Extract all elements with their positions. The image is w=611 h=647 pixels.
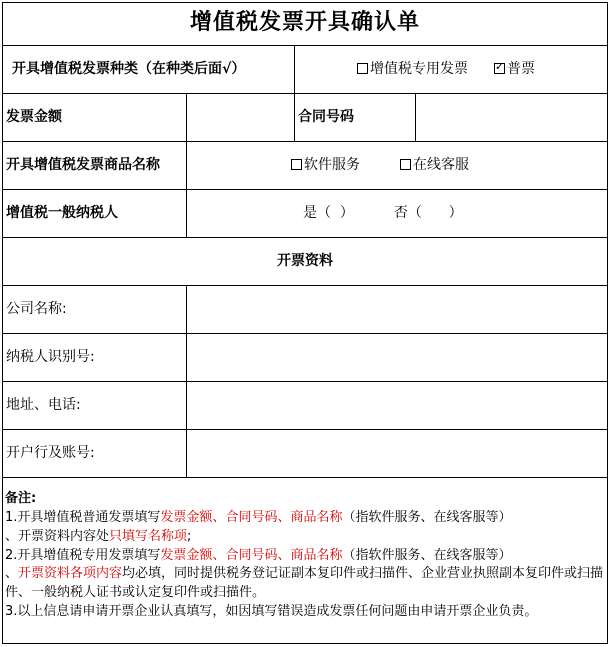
option-ordinary-invoice[interactable]: ✓ 普票 xyxy=(494,61,535,78)
taxpayer-no-option[interactable]: 否（ ） xyxy=(393,205,463,222)
billing-info-heading: 开票资料 xyxy=(277,253,333,270)
invoice-amount-field[interactable] xyxy=(187,94,294,141)
contract-number-label: 合同号码 xyxy=(298,109,354,126)
bank-account-label: 开户行及账号: xyxy=(6,445,95,462)
notes-section xyxy=(5,490,605,622)
note-3: 3.以上信息请申请开票企业认真填写，如因填写错误造成发票任何问题由申请开票企业负责。 xyxy=(5,604,538,620)
divider xyxy=(294,45,295,93)
address-phone-label: 地址、电话: xyxy=(6,397,81,414)
company-name-field[interactable] xyxy=(187,286,607,333)
divider xyxy=(294,93,295,141)
note-2: 2.开具增值税专用发票填写发票金额、合同号码、商品名称（指软件服务、在线客服等） 、开票资料各项内容均必填，同时提供税务登记证副本复印件或扫描件、企业营业执照副本复印件或扫描件、一般纳税人证书或认定复印件或扫描件。 xyxy=(5,547,604,601)
address-phone-field[interactable] xyxy=(187,382,607,429)
checkbox-icon[interactable] xyxy=(291,159,302,170)
general-taxpayer-options xyxy=(303,190,603,237)
notes-heading: 备注: xyxy=(5,491,37,506)
option-special-invoice[interactable]: 增值税专用发票 xyxy=(357,61,468,78)
option-software-service[interactable]: 软件服务 xyxy=(291,157,360,174)
contract-number-field[interactable] xyxy=(416,94,607,141)
divider xyxy=(2,477,608,478)
invoice-type-label: 开具增值税发票种类（在种类后面√） xyxy=(12,61,246,78)
product-options xyxy=(291,142,591,189)
taxpayer-id-field[interactable] xyxy=(187,334,607,381)
note-1: 1.开具增值税普通发票填写发票金额、合同号码、商品名称（指软件服务、在线客服等） 、开票资料内容处只填写名称项; xyxy=(5,509,512,544)
taxpayer-yes-option[interactable]: 是（ ） xyxy=(303,205,354,222)
invoice-amount-label: 发票金额 xyxy=(6,109,62,126)
taxpayer-id-label: 纳税人识别号: xyxy=(6,349,95,366)
checkbox-icon[interactable] xyxy=(400,159,411,170)
checked-checkbox-icon[interactable] xyxy=(494,63,505,74)
bank-account-field[interactable] xyxy=(187,430,607,477)
general-taxpayer-label: 增值税一般纳税人 xyxy=(6,205,118,222)
product-name-label: 开具增值税发票商品名称 xyxy=(6,157,160,174)
checkbox-icon[interactable] xyxy=(357,63,368,74)
page-title: 增值税发票开具确认单 xyxy=(189,10,420,36)
invoice-type-options xyxy=(357,46,607,93)
option-online-support[interactable]: 在线客服 xyxy=(400,157,469,174)
company-name-label: 公司名称: xyxy=(6,301,67,318)
